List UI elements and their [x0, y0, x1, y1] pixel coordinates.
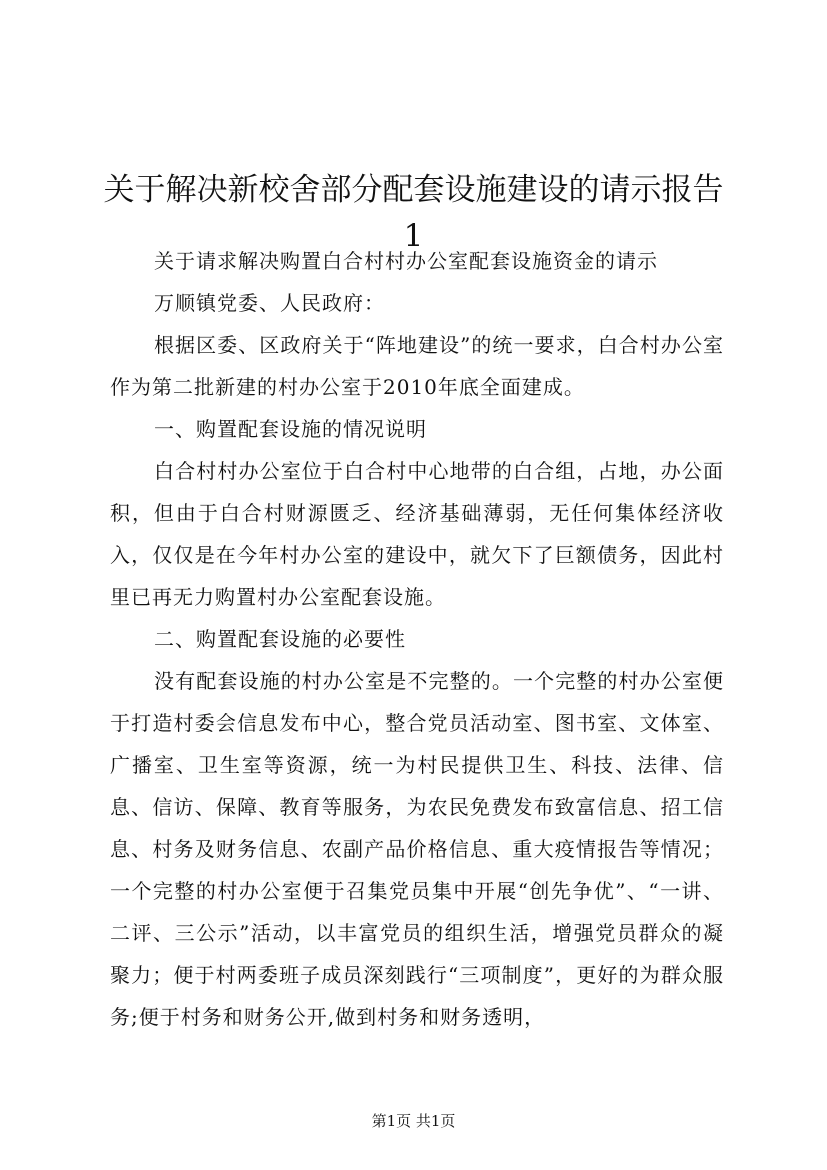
paragraph-necessity: 没有配套设施的村办公室是不完整的。一个完整的村办公室便于打造村委会信息发布中心，整合党员活动室、图书室、文体室、广播室、卫生室等资源，统一为村民提供卫生、科技、法律、信息、信访、保障、教育等服务，为农民免费发布致富信息、招工信息、村务及财务信息、农副产品价格信息、重大疫情报告等情况；一个完整的村办公室便于召集党员集中开展“创先争优”、“一讲、二评、三公示”活动，以丰富党员的组织生活，增强党员群众的凝聚力；便于村两委班子成员深刻践行“三项制度”，更好的为群众服务;便于村务和财务公开,做到村务和财务透明，	[110, 669, 724, 1029]
paragraph-addressee: 万顺镇党委、人民政府：	[154, 291, 385, 315]
paragraph-subject: 关于请求解决购置白合村村办公室配套设施资金的请示	[154, 249, 658, 273]
document-title: 关于解决新校舍部分配套设施建设的请示报告1	[103, 171, 724, 254]
section-heading-2: 二、购置配套设施的必要性	[154, 627, 406, 651]
paragraph-situation: 白合村村办公室位于白合村中心地带的白合组，占地，办公面积，但由于白合村财源匮乏、经济基础薄弱，无任何集体经济收入，仅仅是在今年村办公室的建设中，就欠下了巨额债务，因此村里已再无力购置村办公室配套设施。	[110, 459, 724, 609]
paragraph-background: 根据区委、区政府关于“阵地建设”的统一要求，白合村办公室作为第二批新建的村办公室于2010年底全面建成。	[110, 333, 724, 399]
page-number-footer: 第1页 共1页	[371, 1112, 456, 1130]
section-heading-1: 一、购置配套设施的情况说明	[154, 417, 427, 441]
